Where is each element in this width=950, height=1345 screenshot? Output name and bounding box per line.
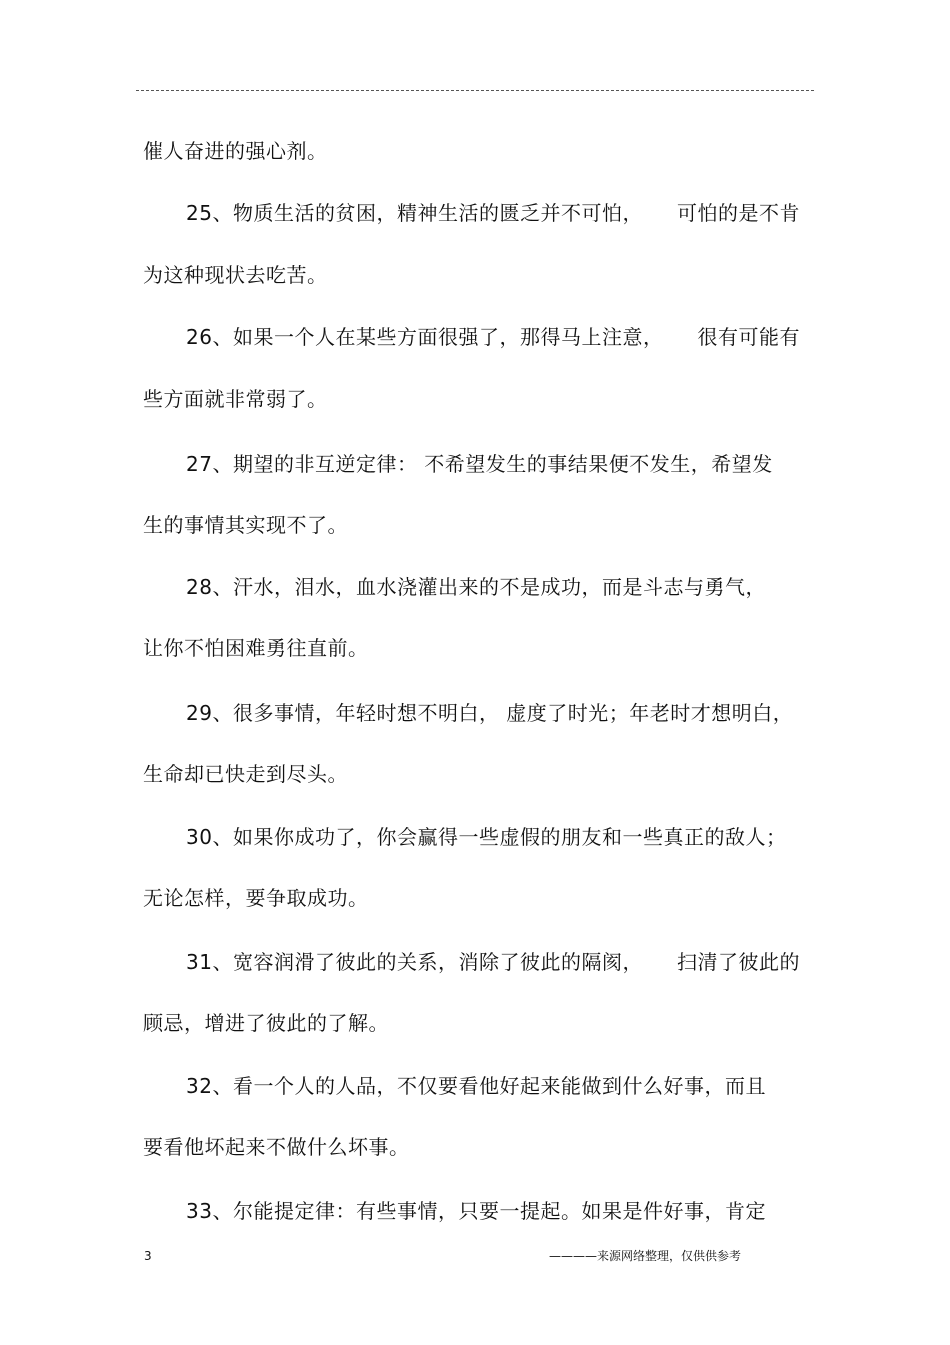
text-line: 些方面就非常弱了。 bbox=[143, 387, 328, 411]
page-number: 3 bbox=[144, 1249, 152, 1263]
text-line: 让你不怕困难勇往直前。 bbox=[143, 636, 369, 660]
text-line: 25、物质生活的贫困，精神生活的匮乏并不可怕， 可怕的是不肯 bbox=[186, 201, 800, 225]
footer-note: ————来源网络整理，仅供供参考 bbox=[549, 1249, 742, 1263]
text-line: 33、尔能提定律：有些事情，只要一提起。如果是件好事，肯定 bbox=[186, 1199, 766, 1223]
text-line: 27、期望的非互逆定律： 不希望发生的事结果便不发生，希望发 bbox=[186, 452, 773, 476]
text-line: 31、宽容润滑了彼此的关系，消除了彼此的隔阂， 扫清了彼此的 bbox=[186, 950, 800, 974]
text-line: 生命却已快走到尽头。 bbox=[143, 762, 348, 786]
text-line: 29、很多事情，年轻时想不明白， 虚度了时光；年老时才想明白， bbox=[186, 701, 794, 725]
text-line: 28、汗水，泪水，血水浇灌出来的不是成功，而是斗志与勇气， bbox=[186, 575, 766, 599]
text-line: 要看他坏起来不做什么坏事。 bbox=[143, 1135, 410, 1159]
header-dashed-rule bbox=[136, 90, 814, 91]
text-line: 无论怎样，要争取成功。 bbox=[143, 886, 369, 910]
text-line: 26、如果一个人在某些方面很强了，那得马上注意， 很有可能有 bbox=[186, 325, 800, 349]
text-line: 生的事情其实现不了。 bbox=[143, 513, 348, 537]
text-line: 30、如果你成功了，你会赢得一些虚假的朋友和一些真正的敌人； bbox=[186, 825, 787, 849]
text-line: 顾忌，增进了彼此的了解。 bbox=[143, 1011, 389, 1035]
text-line: 催人奋进的强心剂。 bbox=[143, 139, 328, 163]
text-line: 为这种现状去吃苦。 bbox=[143, 263, 328, 287]
text-line: 32、看一个人的人品，不仅要看他好起来能做到什么好事，而且 bbox=[186, 1074, 766, 1098]
